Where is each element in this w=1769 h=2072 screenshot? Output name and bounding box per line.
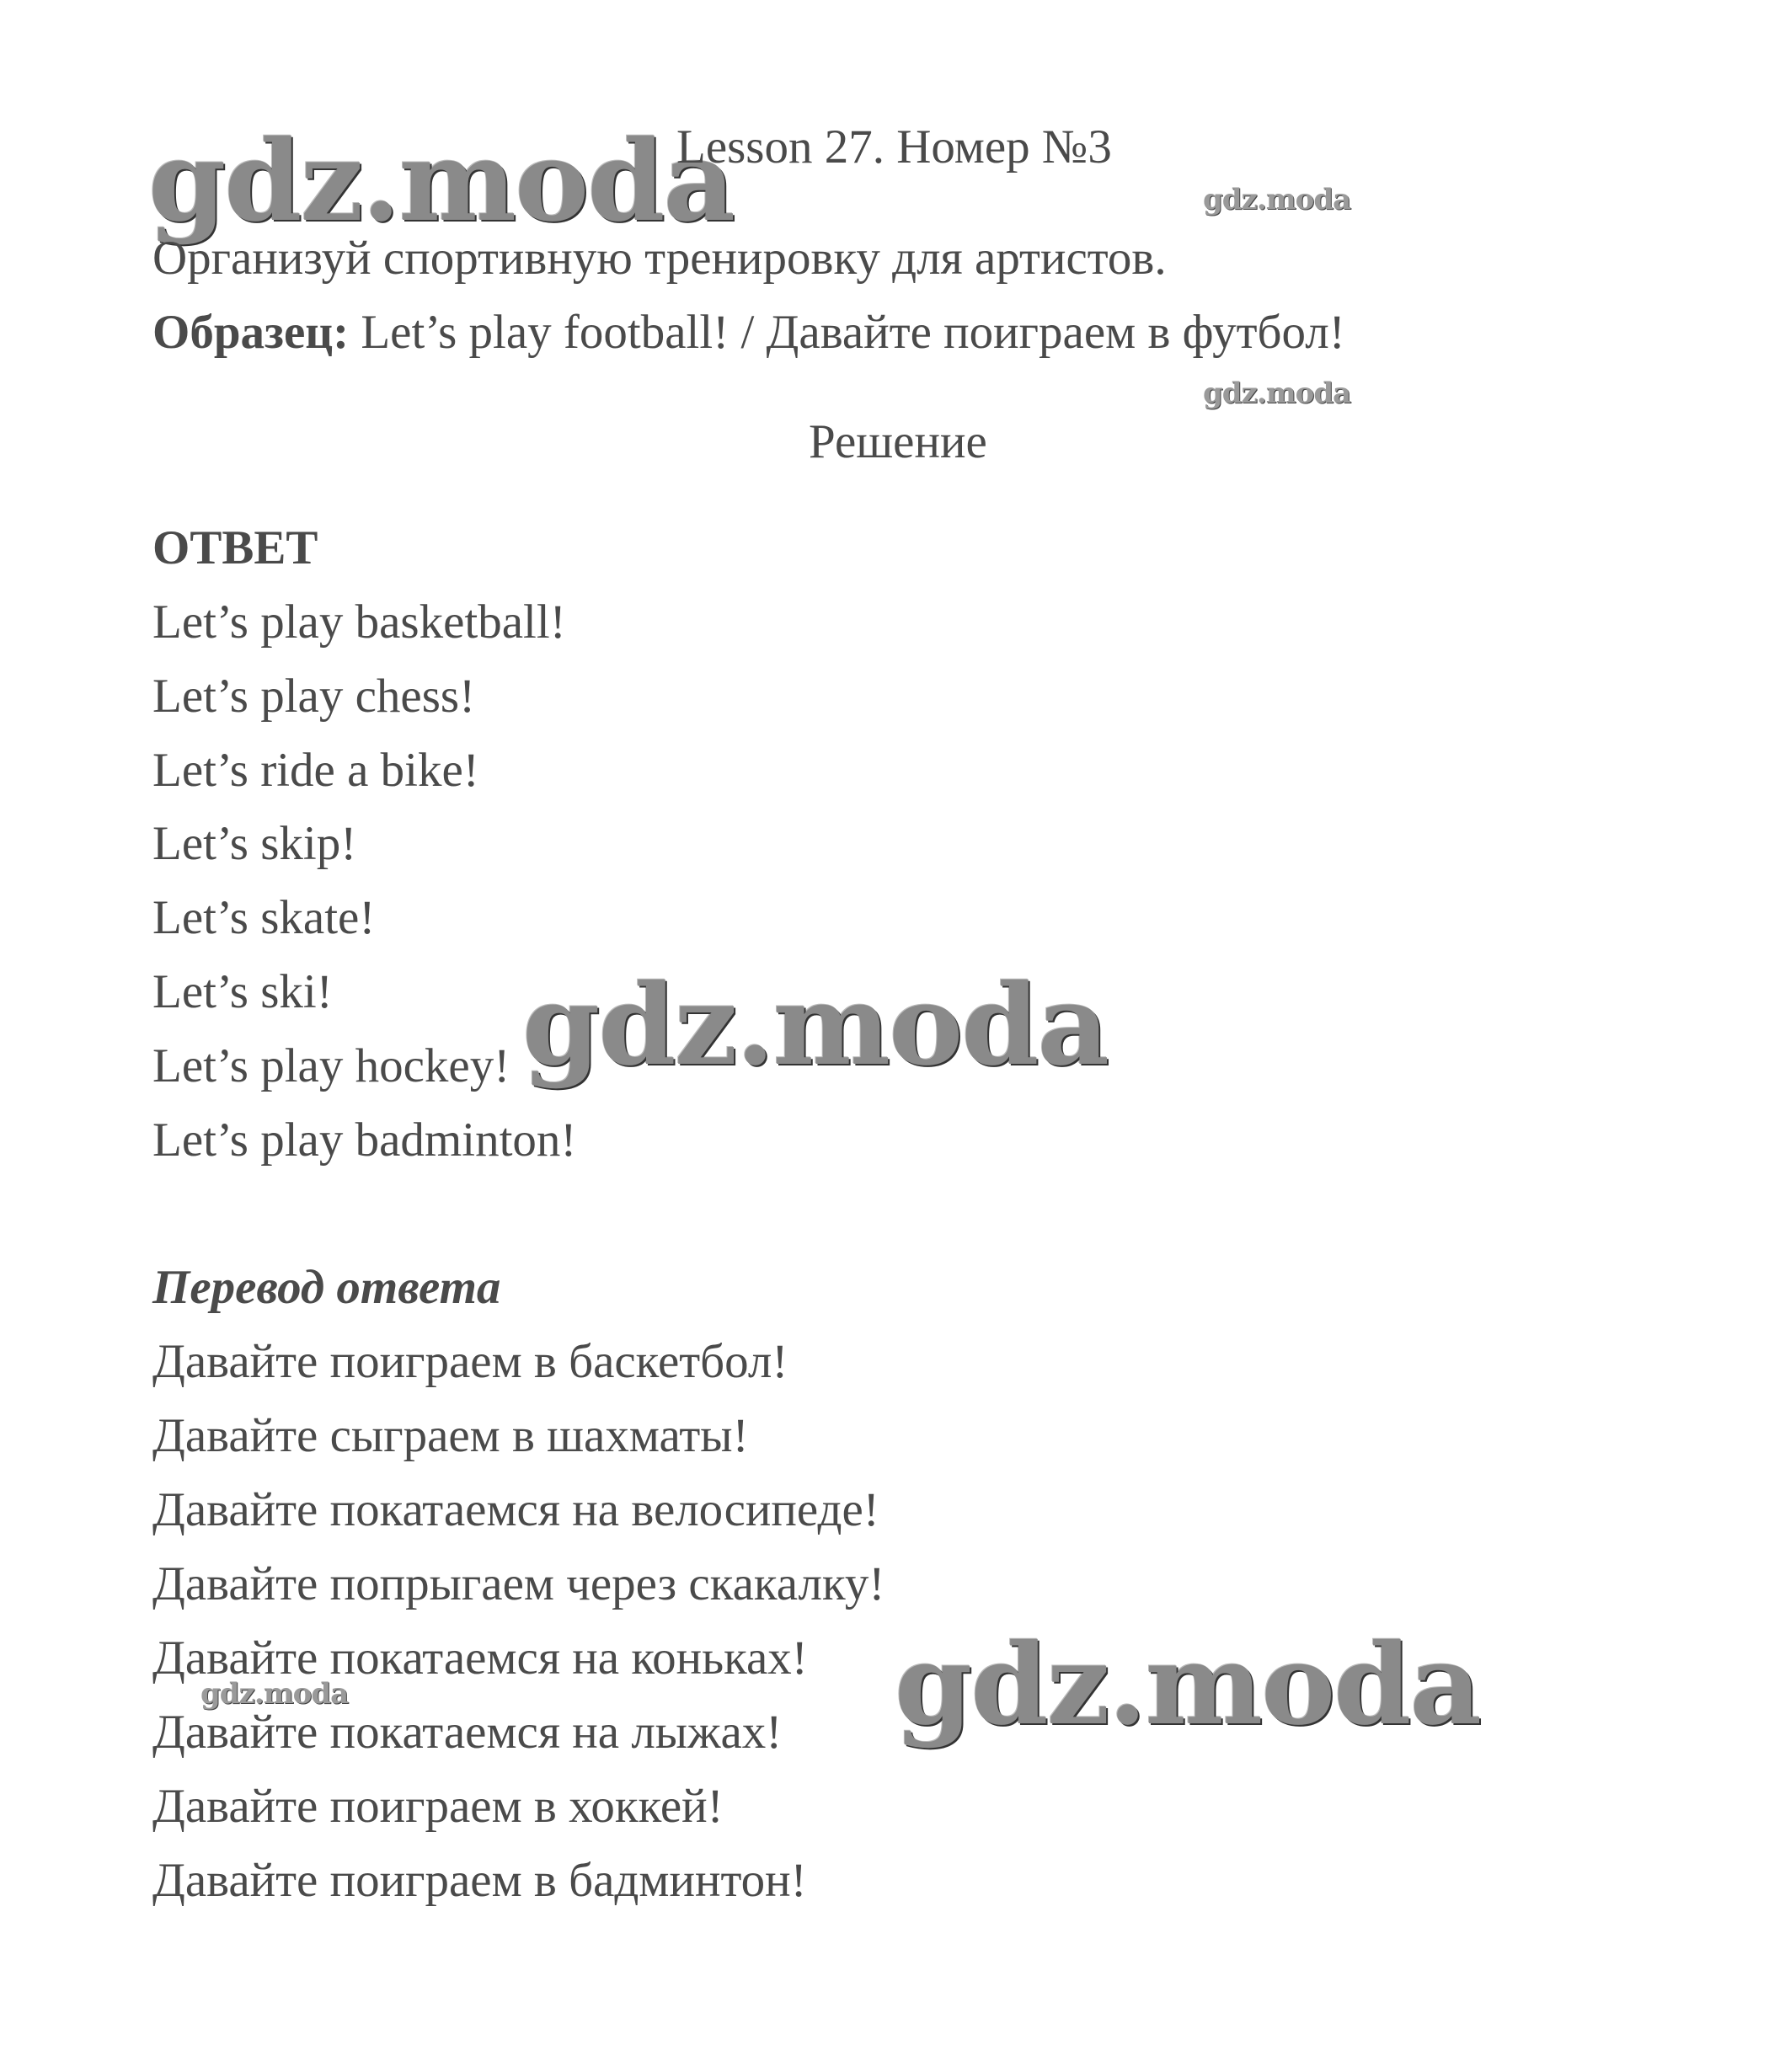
task-instruction: Организуй спортивную тренировку для артистов.	[152, 232, 1167, 285]
sample-label: Образец:	[152, 306, 350, 359]
answer-line: Let’s play chess!	[152, 670, 476, 723]
answer-line: Let’s play badminton!	[152, 1113, 577, 1167]
page-title: Lesson 27. Номер №3	[676, 120, 1112, 174]
watermark-logo-middle: gdz.moda	[522, 960, 1109, 1091]
watermark-small-bottom: gdz.moda	[200, 1677, 349, 1711]
answer-line: Let’s skate!	[152, 891, 376, 944]
task-sample	[152, 306, 1345, 359]
translation-line: Давайте поиграем в хоккей!	[152, 1780, 724, 1833]
translation-line: Давайте поиграем в бадминтон!	[152, 1854, 807, 1907]
watermark-small-mid: gdz.moda	[1203, 376, 1351, 410]
translation-heading: Перевод ответа	[152, 1261, 501, 1314]
answer-line: Let’s play basketball!	[152, 595, 566, 649]
answer-line: Let’s skip!	[152, 817, 357, 870]
translation-line: Давайте попрыгаем через скакалку!	[152, 1557, 885, 1610]
answer-heading: ОТВЕТ	[152, 521, 318, 574]
answer-line: Let’s ski!	[152, 965, 333, 1018]
watermark-small-top: gdz.moda	[1203, 183, 1351, 216]
translation-line: Давайте покатаемся на лыжах!	[152, 1706, 783, 1759]
translation-line: Давайте сыграем в шахматы!	[152, 1409, 749, 1462]
sample-text: Let’s play football! / Давайте поиграем в футбол!	[349, 306, 1345, 359]
solution-heading: Решение	[809, 415, 987, 468]
answer-line: Let’s play hockey!	[152, 1039, 510, 1092]
watermark-logo-bottom: gdz.moda	[895, 1620, 1481, 1750]
watermark-logo-top: gdz.moda	[148, 116, 735, 247]
translation-line: Давайте покатаемся на велосипеде!	[152, 1483, 879, 1536]
translation-line: Давайте поиграем в баскетбол!	[152, 1335, 788, 1388]
translation-line: Давайте покатаемся на коньках!	[152, 1631, 808, 1685]
answer-line: Let’s ride a bike!	[152, 744, 479, 797]
